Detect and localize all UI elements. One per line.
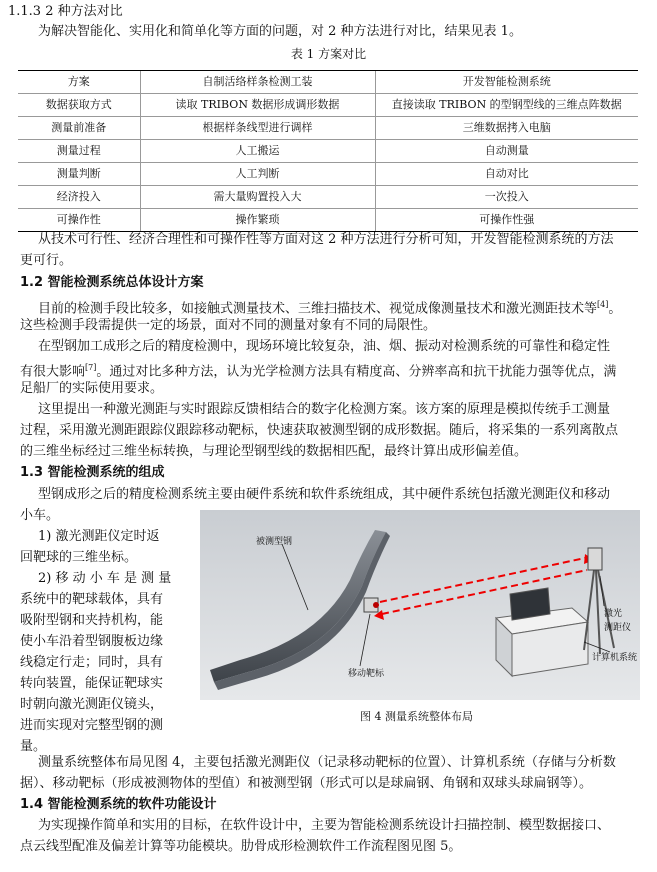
table-cell: 根据样条线型进行调样	[140, 117, 375, 140]
paragraph-1-3-a-line-2: 小车。	[20, 508, 60, 523]
section-1-2-heading: 1.2 智能检测系统总体设计方案	[20, 275, 204, 290]
section-1-4-heading: 1.4 智能检测系统的软件功能设计	[20, 797, 217, 812]
table-row	[18, 117, 638, 140]
list-item-1-line-1: 1) 激光测距仪定时返	[38, 529, 160, 544]
list-item-2-line-4: 使小车沿着型钢腹板边缘	[20, 634, 164, 649]
table-cell: 数据获取方式	[18, 94, 140, 117]
paragraph-text: 。通过对比多种方法，认为光学检测方法具有精度高、分辨率高和抗干扰能力强等优点，满	[96, 364, 617, 380]
label-steel: 被测型钢	[256, 537, 293, 547]
list-item-2-line-2: 系统中的靶球载体，具有	[20, 592, 164, 607]
paragraph-1-2-b-line-3: 足船厂的实际使用要求。	[20, 381, 164, 396]
laptop-screen-shape	[510, 588, 550, 620]
table-cell: 可操作性	[18, 209, 140, 232]
label-computer: 计算机系统	[592, 653, 638, 663]
table-caption: 表 1 方案对比	[290, 47, 367, 61]
table-row	[18, 163, 638, 186]
table-cell: 操作繁琐	[140, 209, 375, 232]
label-moving-target: 移动靶标	[348, 669, 385, 679]
table-cell: 测量过程	[18, 140, 140, 163]
paragraph-text: 有很大影响	[20, 364, 86, 380]
list-item-2-line-1: 2) 移 动 小 车 是 测 量	[38, 571, 172, 586]
table-header-cell: 方案	[18, 71, 140, 94]
paragraph-text: 。	[608, 301, 622, 317]
section-1-1-3-heading: 1.1.3 2 种方法对比	[8, 4, 123, 19]
table-header-cell: 自制活络样条检测工装	[140, 71, 375, 94]
list-item-2-line-7: 时朝向激光测距仪镜头，	[20, 697, 164, 712]
list-item-2-line-9: 量。	[20, 739, 47, 754]
table-cell: 人工搬运	[140, 140, 375, 163]
table-cell: 自动测量	[375, 140, 638, 163]
paragraph-1-3-b-line-2: 据）、移动靶标（形成被测物体的型值）和被测型钢（形式可以是球扁钢、角钢和双球头球扁钢等）。	[20, 776, 593, 791]
label-laser-line-1: 激光	[604, 609, 623, 619]
figure-4	[200, 510, 640, 700]
table-cell: 可操作性强	[375, 209, 638, 232]
paragraph-1-3-a-line-1: 型钢成形之后的精度检测系统主要由硬件系统和软件系统组成，其中硬件系统包括激光测距仪和移动	[38, 487, 611, 502]
paragraph-1-4-line-2: 点云线型配准及偏差计算等功能模块。肋骨成形检测软件工作流程图见图 5。	[20, 839, 462, 854]
citation-ref: [7]	[85, 363, 97, 372]
table-cell: 一次投入	[375, 186, 638, 209]
table-row	[18, 186, 638, 209]
paragraph-1-2-b-line-1: 在型钢加工成形之后的精度检测中，现场环境比较复杂，油、烟、振动对检测系统的可靠性和稳定性	[38, 339, 611, 354]
table-row	[18, 140, 638, 163]
table-cell: 读取 TRIBON 数据形成调形数据	[140, 94, 375, 117]
list-item-2-line-6: 转向装置，能保证靶球实	[20, 676, 164, 691]
paragraph-1-2-a-line-2: 这些检测手段需提供一定的场景，面对不同的测量对象有不同的局限性。	[20, 318, 437, 333]
paragraph-1-2-c-line-1: 这里提出一种激光测距与实时跟踪反馈相结合的数字化检测方案。该方案的原理是模拟传统手工测量	[38, 402, 611, 417]
rangefinder-shape	[588, 548, 602, 570]
analysis-line-2: 更可行。	[20, 253, 73, 268]
table-header-cell: 开发智能检测系统	[375, 71, 638, 94]
paragraph-1-2-c-line-2: 过程，采用激光测距跟踪仪跟踪移动靶标，快速获取被测型钢的成形数据。随后，将采集的一系列离散点	[20, 423, 619, 438]
table-cell: 测量判断	[18, 163, 140, 186]
section-1-3-heading: 1.3 智能检测系统的组成	[20, 465, 165, 480]
list-item-2-line-8: 进而实现对完整型钢的测	[20, 718, 164, 733]
table-cell: 自动对比	[375, 163, 638, 186]
list-item-2-line-5: 线稳定行走；同时，具有	[20, 655, 164, 670]
table-cell: 需大量购置投入大	[140, 186, 375, 209]
list-item-2-line-3: 吸附型钢和夹持机构，能	[20, 613, 164, 628]
table-row	[18, 94, 638, 117]
analysis-line-1: 从技术可行性、经济合理性和可操作性等方面对这 2 种方法进行分析可知，开发智能检测系统的方法	[38, 232, 614, 247]
table-cell: 测量前准备	[18, 117, 140, 140]
table-cell: 经济投入	[18, 186, 140, 209]
measurement-layout-illustration	[200, 510, 640, 700]
comparison-table	[18, 70, 638, 232]
paragraph-1-3-b-line-1: 测量系统整体布局见图 4，主要包括激光测距仪（记录移动靶标的位置）、计算机系统（存储与分析数	[38, 755, 616, 770]
table-cell: 直接读取 TRIBON 的型钢型线的三维点阵数据	[375, 94, 638, 117]
figure-4-caption: 图 4 测量系统整体布局	[360, 710, 473, 723]
target-ball	[373, 602, 379, 608]
citation-ref: [4]	[597, 300, 609, 309]
label-laser-line-2: 测距仪	[604, 623, 632, 633]
table-header-row	[18, 71, 638, 94]
list-item-1-line-2: 回靶球的三维坐标。	[20, 550, 138, 565]
paragraph-1-2-c-line-3: 的三维坐标经过三维坐标转换，与理论型钢型线的数据相匹配，最终计算出成形偏差值。	[20, 444, 528, 459]
table-cell: 人工判断	[140, 163, 375, 186]
paragraph-text: 目前的检测手段比较多，如接触式测量技术、三维扫描技术、视觉成像测量技术和激光测距技术等	[38, 301, 598, 317]
table-cell: 三维数据拷入电脑	[375, 117, 638, 140]
paragraph-1-4-line-1: 为实现操作简单和实用的目标，在软件设计中，主要为智能检测系统设计扫描控制、模型数据接口、	[38, 818, 611, 833]
section-1-1-3-intro: 为解决智能化、实用化和简单化等方面的问题，对 2 种方法进行对比，结果见表 1。	[38, 24, 522, 39]
